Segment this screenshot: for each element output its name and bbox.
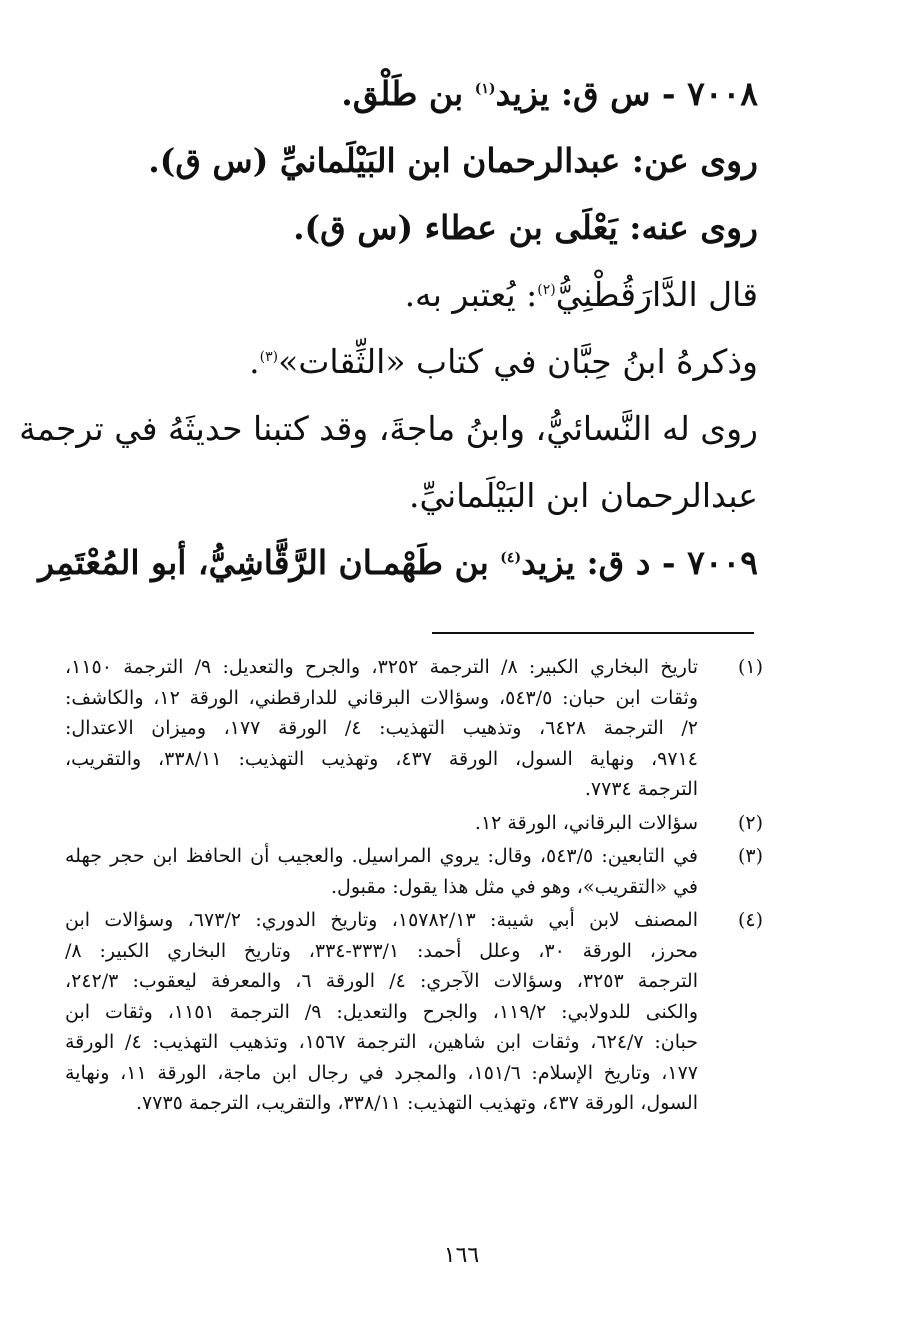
footnote-line: ١٧٧، وتاريخ الإسلام: ١٥١/٦، والمجرد في رجال ابن ماجة، الورقة ١١، ونهاية [65, 1061, 698, 1084]
footnote-ref-3: (٣) [259, 349, 279, 365]
footnote-3 [65, 841, 763, 902]
footnote-1 [65, 652, 763, 805]
page-number: ١٦٦ [443, 1243, 480, 1268]
narrated-for-line: روى له النَّسائيُّ، وابنُ ماجةَ، وقد كتبنا حديثَهُ في ترجمة [19, 409, 758, 448]
footnote-line: ٢/ الترجمة ٦٤٢٨، وتذهيب التهذيب: ٤/ الورقة ١٧٧، وميزان الاعتدال: [65, 717, 699, 739]
footnote-line: السول، الورقة ٤٣٧، وتهذيب التهذيب: ٣٣٨/١١، والتقريب، الترجمة ٧٧٣٥. [135, 1092, 698, 1114]
footnote-line: وثقات ابن حبان: ٥٤٣/٥، وسؤالات البرقاني للدارقطني، الورقة ١٢، والكاشف: [65, 686, 698, 709]
footnote-ref-4: (٤) [500, 550, 522, 566]
entry-7008-heading: ٧٠٠٨ - س ق: يزيد$^{(١)}$ بن طَلْق. [341, 74, 758, 113]
footnote-ref-2: (٢) [537, 282, 556, 298]
footnote-number: (٤) [737, 909, 763, 931]
footnote-line: الترجمة ٧٧٣٤. [584, 778, 698, 800]
footnote-number: (٢) [737, 811, 763, 834]
footnote-number: (٣) [737, 845, 763, 867]
main-text [19, 60, 758, 596]
footnote-line: تاريخ البخاري الكبير: ٨/ الترجمة ٣٢٥٢، والجرح والتعديل: ٩/ الترجمة ١١٥٠، [65, 656, 699, 678]
footnote-ref-1: (١) [474, 81, 496, 97]
footnote-line: والكنى للدولابي: ١١٩/٢، والجرح والتعديل: ٩/ الترجمة ١١٥١، وثقات ابن [65, 1000, 699, 1023]
footnote-line: المصنف لابن أبي شيبة: ١٥٧٨٢/١٣، وتاريخ الدوري: ٦٧٣/٢، وسؤالات ابن [65, 909, 698, 931]
narrated-for-line-cont: عبدالرحمان ابن البَيْلَمانيِّ. [409, 476, 758, 515]
footnotes [65, 652, 763, 1122]
footnote-line: محرز، الورقة ٣٠، وعلل أحمد: ٣٣٣/١-٣٣٤، وتاريخ البخاري الكبير: ٨/ [65, 939, 699, 962]
footnote-2 [65, 808, 763, 839]
narrated-from-line: روى عن: عبدالرحمان ابن البَيْلَمانيِّ (س ق). [148, 141, 758, 180]
footnote-divider [432, 632, 754, 634]
ibn-hibban-line: وذكرهُ ابنُ حِبَّان في كتاب «الثِّقات»$^{(٣)}$. [249, 342, 758, 381]
footnote-line: ٩٧١٤، ونهاية السول، الورقة ٤٣٧، وتهذيب التهذيب: ٣٣٨/١١، والتقريب، [65, 747, 698, 770]
daraqutni-line: قال الدَّارَقُطْنِيُّ$^{(٢)}$: يُعتبر به. [404, 275, 758, 314]
footnote-4 [65, 905, 763, 1119]
entry-7009-heading: ٧٠٠٩ - د ق: يزيد$^{(٤)}$ بن طَهْمـان الرَّقَّاشِيُّ، أبو المُعْتَمِر [38, 543, 758, 582]
footnote-line: سؤالات البرقاني، الورقة ١٢. [474, 811, 698, 834]
footnote-line: في «التقريب»، وهو في مثل هذا يقول: مقبول. [330, 875, 698, 898]
footnote-line: الترجمة ٣٢٥٣، وسؤالات الآجري: ٤/ الورقة ٦، والمعرفة ليعقوب: ٢٤٢/٣، [65, 970, 698, 992]
footnote-line: في التابعين: ٥٤٣/٥، وقال: يروي المراسيل. والعجيب أن الحافظ ابن حجر جهله [65, 845, 699, 867]
footnote-line: حبان: ٦٢٤/٧، وثقات ابن شاهين، الترجمة ١٥٦٧، وتذهيب التهذيب: ٤/ الورقة [65, 1031, 698, 1053]
narrated-by-line: روى عنه: يَعْلَى بن عطاء (س ق). [293, 208, 758, 247]
footnote-number: (١) [737, 656, 763, 678]
